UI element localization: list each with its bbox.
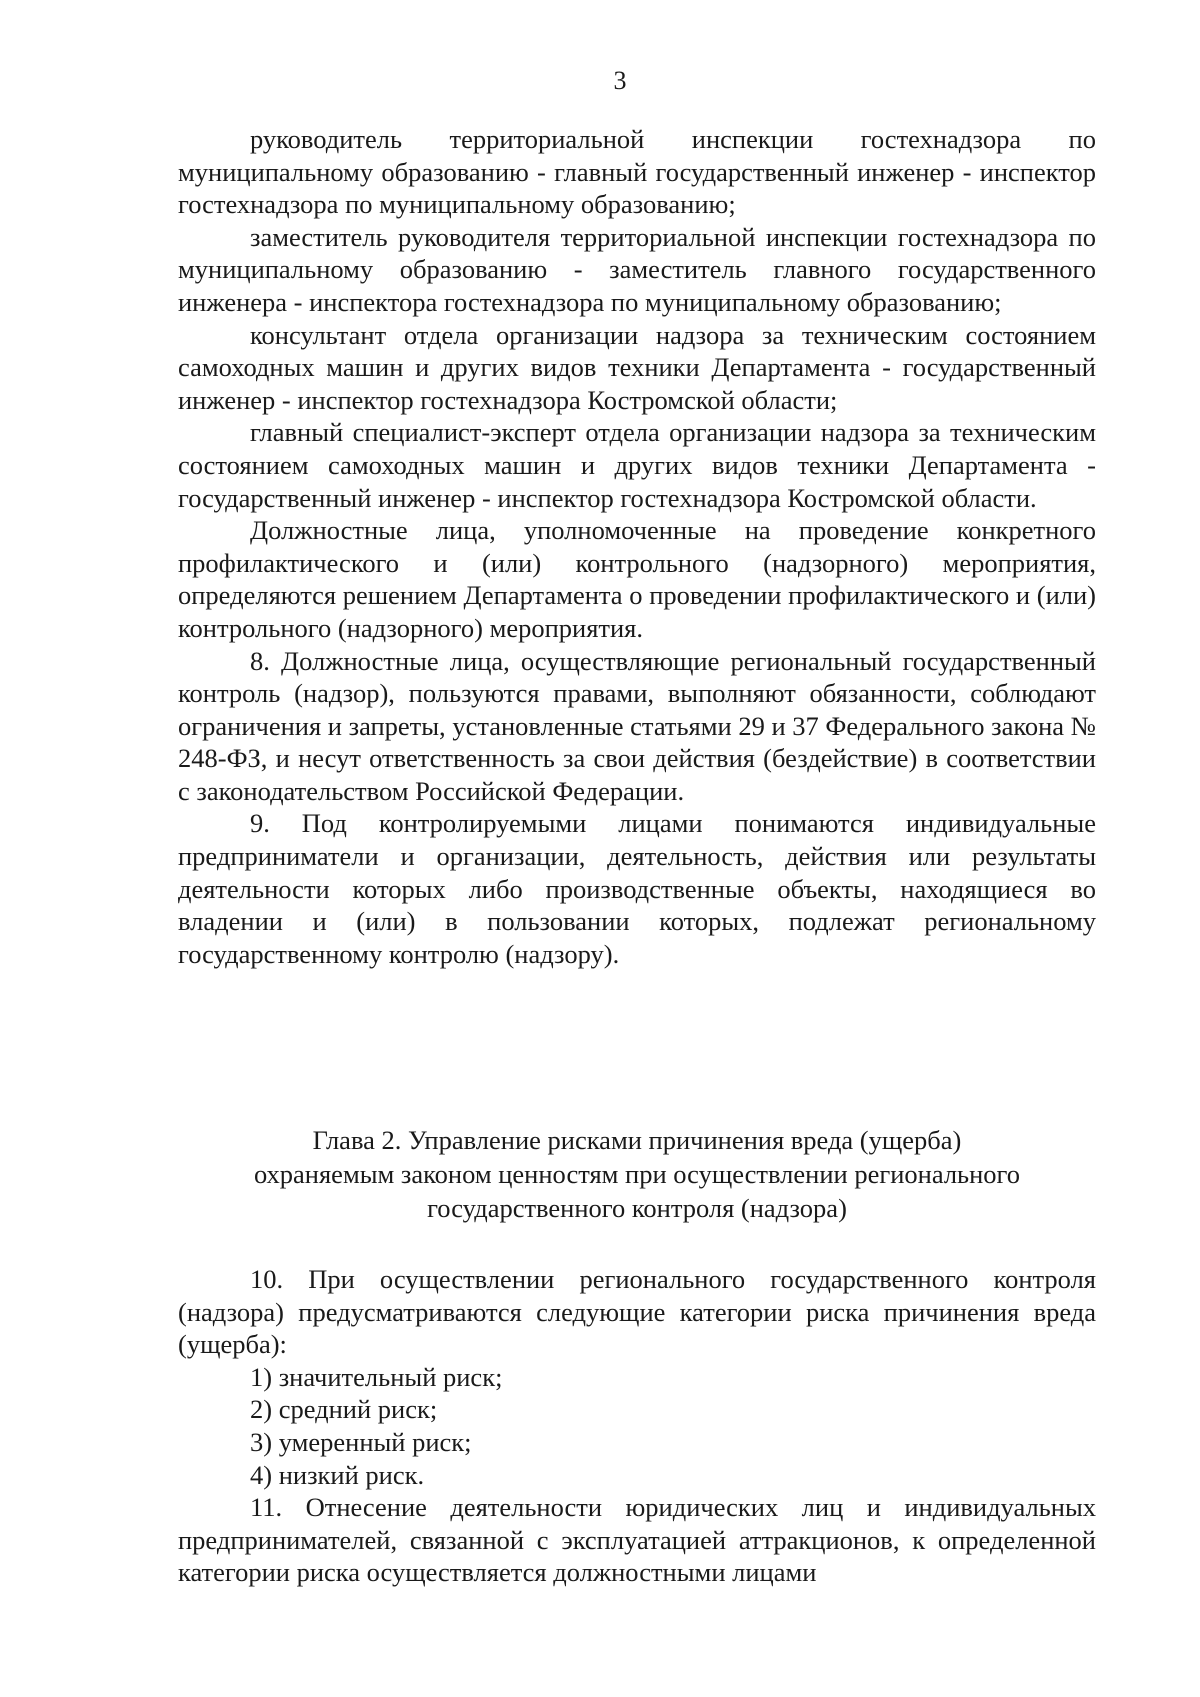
- document-body-top: [178, 123, 1096, 970]
- chapter-heading-line-1: Глава 2. Управление рисками причинения вреда (ущерба): [312, 1125, 962, 1155]
- paragraph-item-11: 11. Отнесение деятельности юридических лиц и индивидуальных предпринимателей, связанной с эксплуатацией аттракционов, к определенной категории риска осуществляется должностными лицами: [178, 1492, 1096, 1588]
- paragraph-deputy-head: заместитель руководителя территориальной инспекции гостехнадзора по муниципальному образованию - заместитель главного государственного инженера - инспектора гостехнадзора по муниципальному образованию;: [178, 221, 1096, 317]
- page-number: 3: [613, 66, 627, 95]
- chapter-heading-line-2: охраняемым законом ценностям при осуществлении регионального: [253, 1159, 1021, 1189]
- risk-category-item: 1) значительный риск;: [250, 1361, 503, 1392]
- chapter-heading-line-3: государственного контроля (надзора): [427, 1193, 847, 1223]
- paragraph-item-9: 9. Под контролируемыми лицами понимаются индивидуальные предприниматели и организации, деятельность, действия или результаты деятельности которых либо производственные объекты, находящиеся во владении и (или) в пользовании которых, подлежат региональному государственному контролю (надзору).: [178, 808, 1096, 969]
- paragraph-territorial-inspection-head: руководитель территориальной инспекции гостехнадзора по муниципальному образованию - главный государственный инженер - инспектор гостехнадзора по муниципальному образованию;: [178, 124, 1096, 220]
- risk-category-item: 4) низкий риск.: [250, 1459, 425, 1490]
- chapter-heading: [178, 1123, 1096, 1225]
- paragraph-chief-specialist: главный специалист-эксперт отдела организации надзора за техническим состоянием самоходных машин и других видов техники Департамента - государственный инженер - инспектор гостехнадзора Костромской области.: [178, 417, 1096, 513]
- paragraph-item-10: 10. При осуществлении регионального государственного контроля (надзора) предусматриваются следующие категории риска причинения вреда (ущерба):: [178, 1264, 1096, 1360]
- document-body-bottom: [178, 1263, 1096, 1589]
- paragraph-consultant: консультант отдела организации надзора за техническим состоянием самоходных машин и других видов техники Департамента - государственный инженер - инспектор гостехнадзора Костромской области;: [178, 319, 1096, 415]
- risk-category-item: 3) умеренный риск;: [250, 1426, 472, 1457]
- risk-category-item: 2) средний риск;: [250, 1394, 438, 1425]
- paragraph-authorized-officials: Должностные лица, уполномоченные на проведение конкретного профилактического и (или) контрольного (надзорного) мероприятия, определяются решением Департамента о проведении профилактического и (или) контрольного (надзорного) мероприятия.: [178, 515, 1096, 643]
- paragraph-item-8: 8. Должностные лица, осуществляющие региональный государственный контроль (надзор), пользуются правами, выполняют обязанности, соблюдают ограничения и запреты, установленные статьями 29 и 37 Федерального закона № 248-ФЗ, и несут ответственность за свои действия (бездействие) в соответствии с законодательством Российской Федерации.: [178, 645, 1096, 806]
